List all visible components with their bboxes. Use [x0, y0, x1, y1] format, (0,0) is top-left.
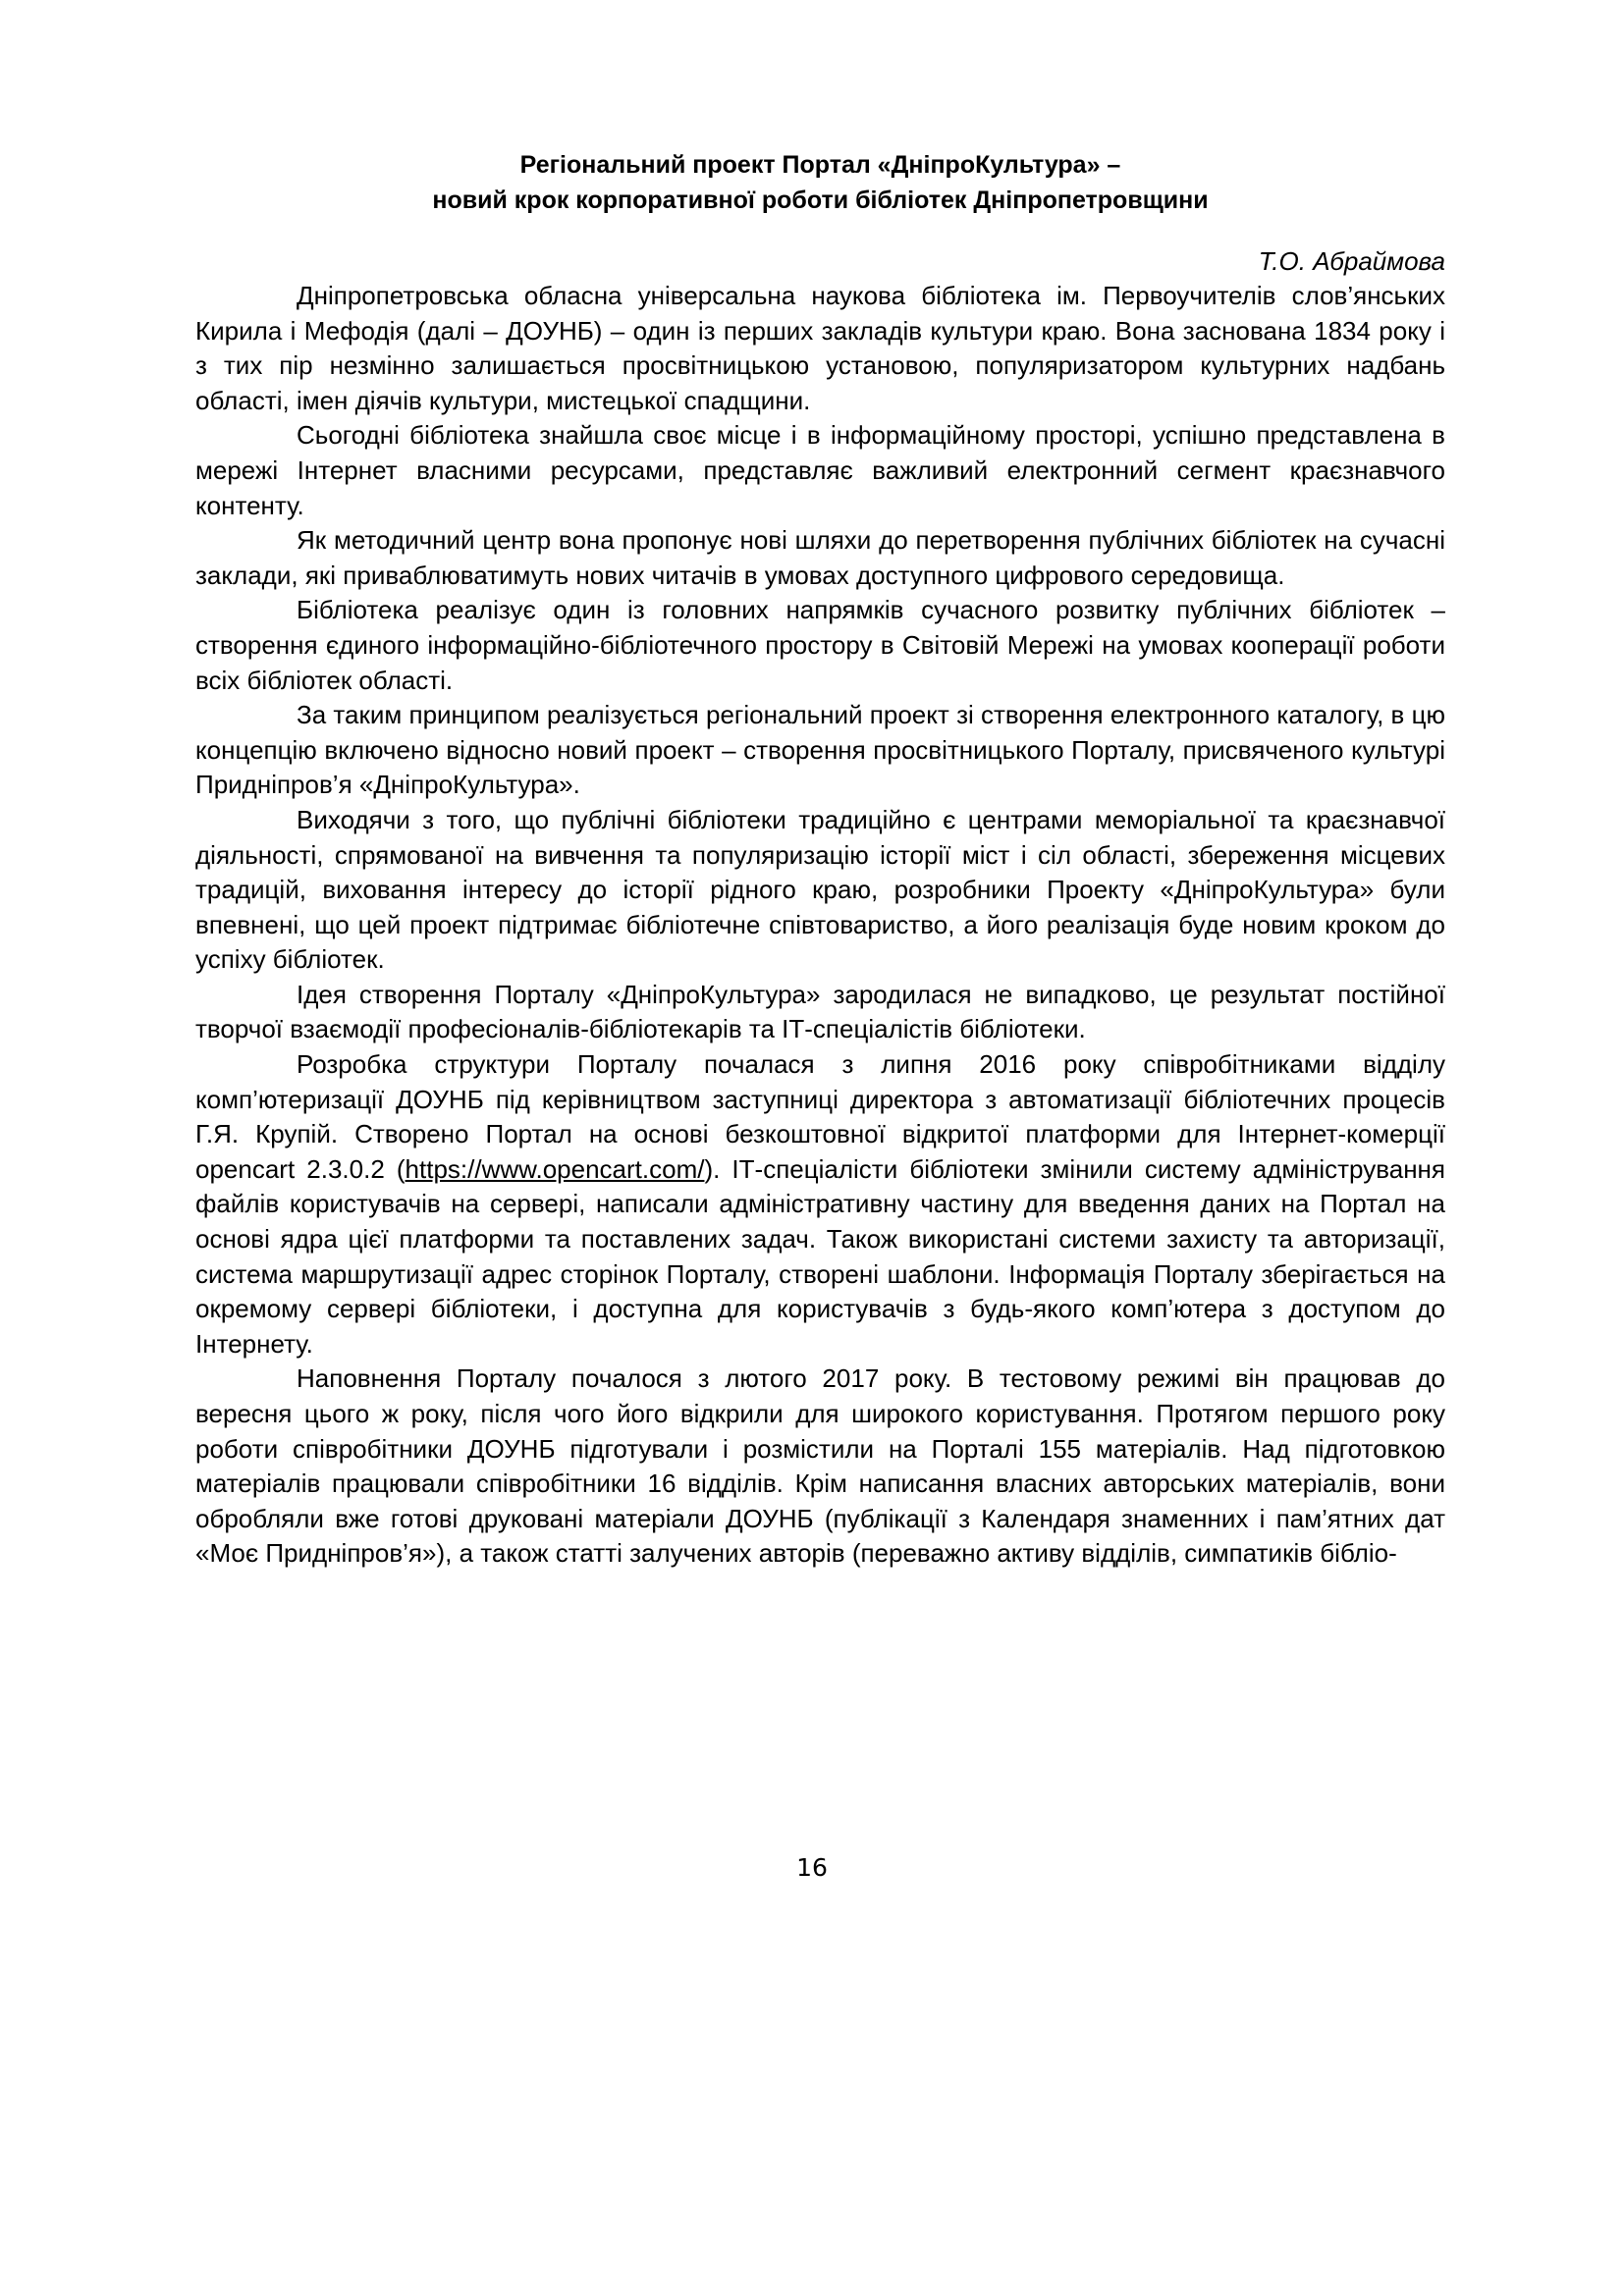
- paragraph-text-before-link: Розробка структури Порталу почалася з липня 2016 року співробітниками відділу комп’ютеризації ДОУНБ під керівництвом заступниці директора з автоматизації бібліотечних процесів Г.Я. Крупій. Створено Портал на основі безкоштовної відкритої платформи для Інтернет-комерції opencart 2.3.0.2 (: [195, 1049, 1445, 1184]
- paragraph: Ідея створення Порталу «ДніпроКультура» зародилася не випадково, це результат постійної творчої взаємодії професіоналів-бібліотекарів та ІТ-спеціалістів бібліотеки.: [195, 979, 1445, 1044]
- paragraph: Дніпропетровська обласна універсальна наукова бібліотека ім. Первоучителів слов’янських Кирила і Мефодія (далі – ДОУНБ) – один із перших закладів культури краю. Вона заснована 1834 року і з тих пір незмінно залишається просвітницькою установою, популяризатором культурних надбань області, імен діячів культури, мистецької спадщини.: [195, 281, 1445, 415]
- paragraph: Як методичний центр вона пропонує нові шляхи до перетворення публічних бібліотек на сучасні заклади, які приваблюватимуть нових читачів в умовах доступного цифрового середовища.: [195, 525, 1445, 590]
- paragraph: Сьогодні бібліотека знайшла своє місце і в інформаційному просторі, успішно представлена в мережі Інтернет власними ресурсами, представляє важливий електронний сегмент краєзнавчого контенту.: [195, 420, 1445, 520]
- paragraph: Виходячи з того, що публічні бібліотеки традиційно є центрами меморіальної та краєзнавчої діяльності, спрямованої на вивчення та популяризацію історії міст і сіл області, збереження місцевих традицій, виховання інтересу до історії рідного краю, розробники Проекту «ДніпроКультура» були впевнені, що цей проект підтримає бібліотечне співтовариство, а його реалізація буде новим кроком до успіху бібліотек.: [195, 804, 1445, 975]
- article-body: [195, 279, 1445, 1572]
- paragraph-text-after-link: ). ІТ-спеціалісти бібліотеки змінили систему адміністрування файлів користувачів на сервері, написали адміністративну частину для введення даних на Портал на основі ядра цієї платформи та поставлених задач. Також використані системи захисту та авторизації, система маршрутизації адрес сторінок Порталу, створені шаблони. Інформація Порталу зберігається на окремому сервері бібліотеки, і доступна для користувачів з будь-якого комп’ютера з доступом до Інтернету.: [195, 1153, 1445, 1359]
- page-number: 16: [796, 1853, 828, 1882]
- opencart-link[interactable]: https://www.opencart.com/: [405, 1153, 705, 1184]
- article-title: [195, 147, 1445, 218]
- title-line-2: новий крок корпоративної роботи бібліотек Дніпропетровщини: [432, 187, 1209, 214]
- paragraph-with-link: [195, 1047, 1445, 1362]
- paragraph: Бібліотека реалізує один із головних напрямків сучасного розвитку публічних бібліотек – створення єдиного інформаційно-бібліотечного простору в Світовій Мережі на умовах кооперації роботи всіх бібліотек області.: [195, 595, 1445, 695]
- paragraph: Наповнення Порталу почалося з лютого 2017 року. В тестовому режимі він працював до вересня цього ж року, після чого його відкрили для широкого користування. Протягом першого року роботи співробітники ДОУНБ підготували і розмістили на Порталі 155 матеріалів. Над підготовкою матеріалів працювали співробітники 16 відділів. Крім написання власних авторських матеріалів, вони обробляли вже готові друковані матеріали ДОУНБ (публікації з Календаря знаменних і пам’ятних дат «Моє Придніпров’я»), а також статті залучених авторів (переважно активу відділів, симпатиків бібліо-: [195, 1363, 1445, 1569]
- author-name: Т.О. Абраймова: [1258, 246, 1445, 276]
- paragraph: За таким принципом реалізується регіональний проект зі створення електронного каталогу, в цю концепцію включено відносно новий проект – створення просвітницького Порталу, присвяченого культурі Придніпров’я «ДніпроКультура».: [195, 700, 1445, 800]
- document-page: [195, 147, 1445, 2209]
- title-line-1: Регіональний проект Портал «ДніпроКультура» –: [519, 151, 1121, 179]
